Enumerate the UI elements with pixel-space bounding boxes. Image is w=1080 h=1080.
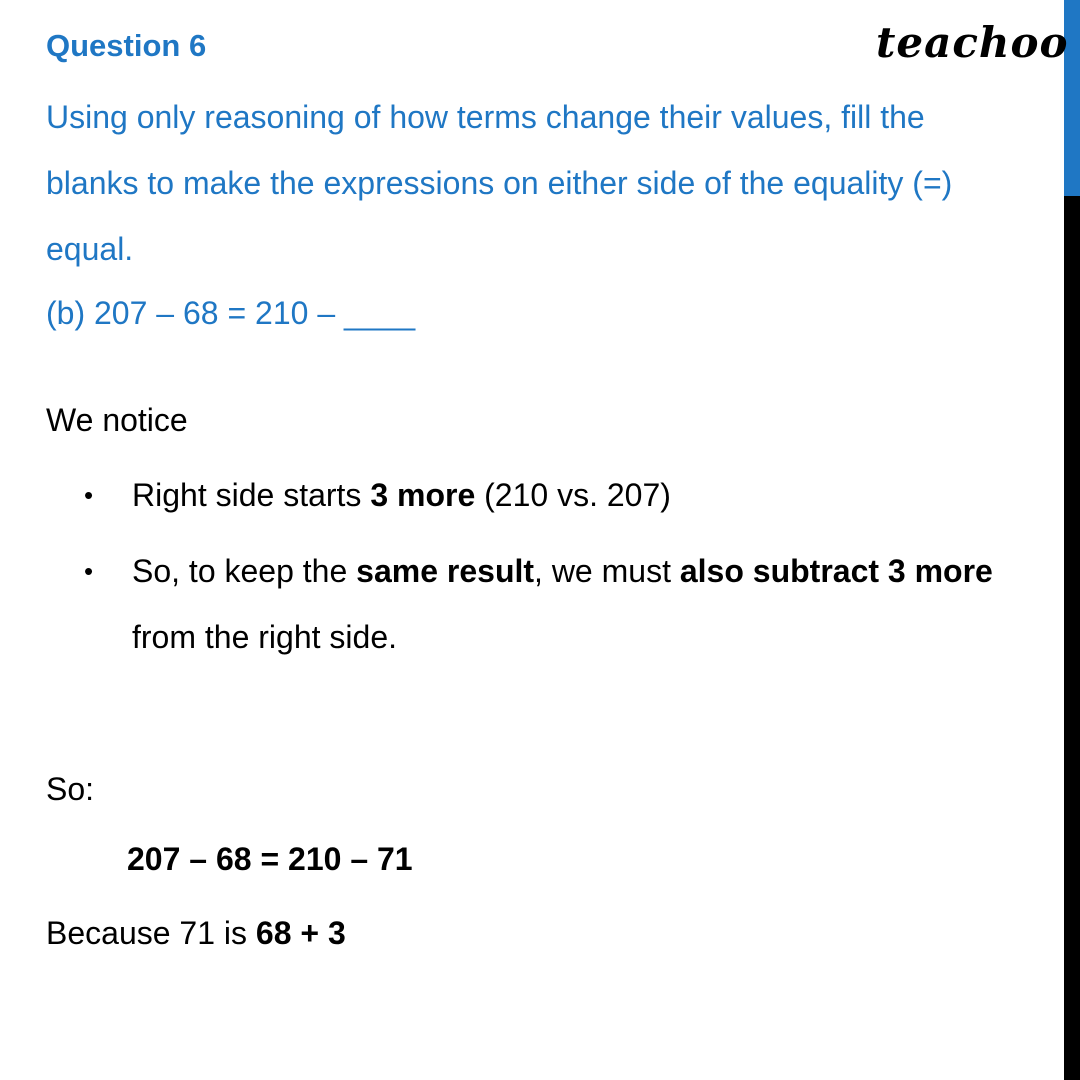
question-part-b: (b) 207 – 68 = 210 – ____ [46,295,416,331]
bullet-item-1 [46,462,1026,528]
bullet1-text-a: Right side starts [132,477,371,513]
question-text: Using only reasoning of how terms change their values, fill the blanks to make the expressions on either side of the equality (=) equal. [46,99,953,267]
bullet2-text-a: So, to keep the [132,553,357,589]
answer-equation: 207 – 68 = 210 – 71 [127,841,413,877]
question-title: Question 6 [46,28,207,63]
bullet2-bold-b: also subtract 3 more [679,553,993,589]
bullet1-bold-a: 3 more [370,477,476,513]
bullet-icon: • [84,480,94,510]
because-bold: 68 + 3 [255,915,346,951]
bullet-icon: • [84,556,94,586]
solution-bullet-list [46,462,1026,680]
bullet2-bold-a: same result [356,553,535,589]
solution-intro: We notice [46,402,188,438]
because-line [46,900,346,966]
right-scroll-sidebar [1064,0,1080,1080]
bullet2-text-b: , we must [534,553,680,589]
bullet1-text-b: (210 vs. 207) [475,477,671,513]
because-text: Because 71 is [46,915,256,951]
bullet-item-2 [46,538,1026,670]
teachoo-logo: teachoo [876,18,1069,67]
so-label: So: [46,771,95,807]
bullet2-text-c: from the right side. [132,619,397,655]
